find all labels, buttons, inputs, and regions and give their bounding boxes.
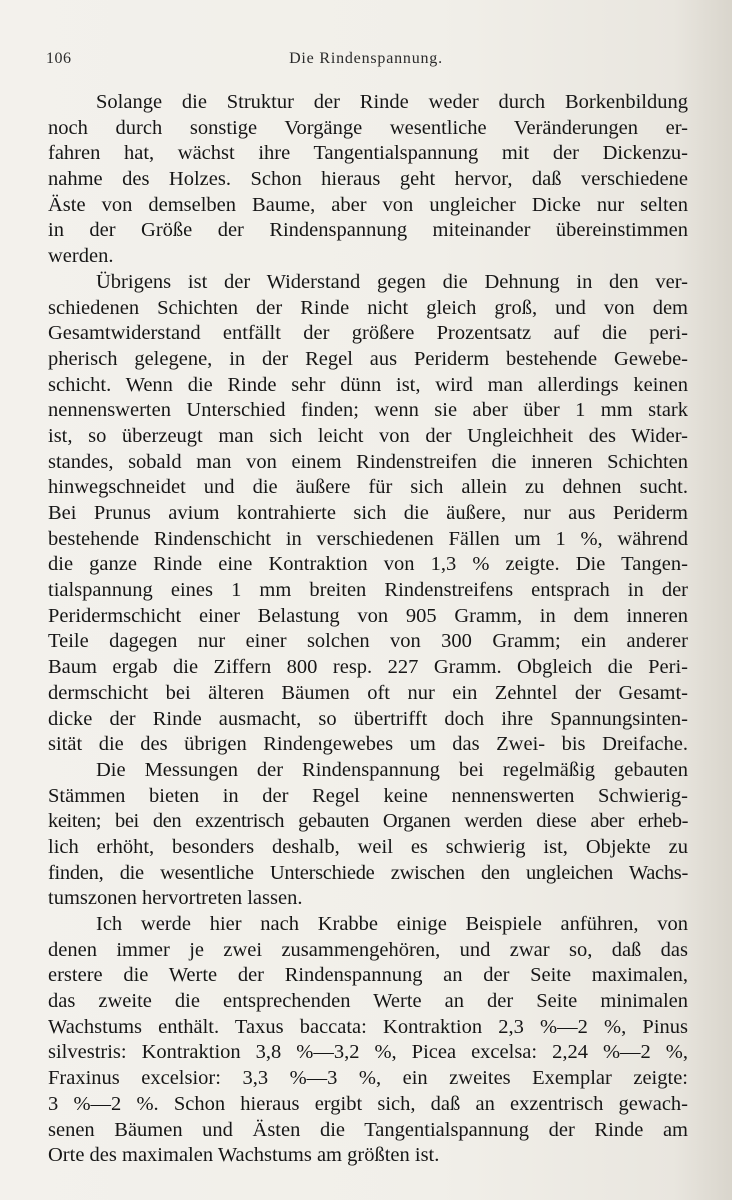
body-text xyxy=(48,90,688,1169)
text-line: Stämmen bieten in der Regel keine nennenswerten Schwierig- xyxy=(48,784,688,807)
text-line: fahren hat, wächst ihre Tangentialspannung mit der Dickenzu- xyxy=(48,142,688,165)
text-line: werden. xyxy=(48,245,114,268)
text-line: pherisch gelegene, in der Regel aus Periderm bestehende Gewebe- xyxy=(48,347,688,370)
text-line: erstere die Werte der Rindenspannung an der Seite maximalen, xyxy=(48,964,688,987)
text-line: Ich werde hier nach Krabbe einige Beispiele anführen, von xyxy=(96,913,688,935)
page-header xyxy=(46,50,686,74)
text-line: Teile dagegen nur einer solchen von 300 Gramm; ein anderer xyxy=(48,630,688,653)
text-line: Bei Prunus avium kontrahierte sich die äußere, nur aus Periderm xyxy=(48,502,688,524)
text-line: nahme des Holzes. Schon hieraus geht hervor, daß verschiedene xyxy=(48,168,688,191)
text-line: nennenswerten Unterschied finden; wenn sie aber über 1 mm stark xyxy=(48,399,688,422)
text-line: Übrigens ist der Widerstand gegen die Dehnung in den ver- xyxy=(96,270,688,293)
text-line: bestehende Rindenschicht in verschiedenen Fällen um 1 %, während xyxy=(48,527,688,550)
text-line: hinwegschneidet und die äußere für sich allein zu dehnen sucht. xyxy=(48,476,688,499)
text-line: Die Messungen der Rindenspannung bei regelmäßig gebauten xyxy=(96,758,688,781)
text-line: 3 %—2 %. Schon hieraus ergibt sich, daß an exzentrisch gewach- xyxy=(48,1092,688,1115)
text-line: schiedenen Schichten der Rinde nicht gleich groß, und von dem xyxy=(48,296,688,319)
text-line: Peridermschicht einer Belastung von 905 Gramm, in dem inneren xyxy=(48,604,688,627)
text-line: finden, die wesentliche Unterschiede zwischen den ungleichen Wachs- xyxy=(48,861,688,884)
running-head: Die Rindenspannung. xyxy=(289,50,443,67)
text-line: noch durch sonstige Vorgänge wesentliche Veränderungen er- xyxy=(48,116,688,139)
text-line: denen immer je zwei zusammengehören, und zwar so, daß das xyxy=(48,938,688,961)
text-line: dermschicht bei älteren Bäumen oft nur ein Zehntel der Gesamt- xyxy=(48,681,688,704)
text-line: standes, sobald man von einem Rindenstreifen die inneren Schichten xyxy=(48,450,688,473)
text-line: Gesamtwiderstand entfällt der größere Prozentsatz auf die peri- xyxy=(48,322,688,345)
text-line: Fraxinus excelsior: 3,3 %—3 %, ein zweites Exemplar zeigte: xyxy=(48,1067,688,1090)
text-line: Solange die Struktur der Rinde weder durch Borkenbildung xyxy=(96,91,688,113)
text-line: senen Bäumen und Ästen die Tangentialspannung der Rinde am xyxy=(48,1118,688,1141)
text-line: lich erhöht, besonders deshalb, weil es schwierig ist, Objekte zu xyxy=(48,835,688,858)
text-line: die ganze Rinde eine Kontraktion von 1,3 % zeigte. Die Tangen- xyxy=(48,553,688,576)
text-line: silvestris: Kontraktion 3,8 %—3,2 %, Picea excelsa: 2,24 %—2 %, xyxy=(48,1041,688,1064)
text-line: dicke der Rinde ausmacht, so übertrifft doch ihre Spannungsinten- xyxy=(48,707,688,730)
text-line: schicht. Wenn die Rinde sehr dünn ist, wird man allerdings keinen xyxy=(48,373,688,396)
text-line: in der Größe der Rindenspannung miteinander übereinstimmen xyxy=(48,219,688,242)
text-line: ist, so überzeugt man sich leicht von der Ungleichheit des Wider- xyxy=(48,424,688,447)
text-line: das zweite die entsprechenden Werte an der Seite minimalen xyxy=(48,990,688,1013)
text-line: tialspannung eines 1 mm breiten Rindenstreifens entsprach in der xyxy=(48,579,688,602)
text-line: Äste von demselben Baume, aber von ungleicher Dicke nur selten xyxy=(48,193,688,216)
text-line: Orte des maximalen Wachstums am größten ist. xyxy=(48,1144,440,1167)
text-line: sität die des übrigen Rindengewebes um das Zwei- bis Dreifache. xyxy=(48,733,688,756)
text-line: Wachstums enthält. Taxus baccata: Kontraktion 2,3 %—2 %, Pinus xyxy=(48,1015,688,1038)
page-number: 106 xyxy=(46,50,72,67)
text-line: Baum ergab die Ziffern 800 resp. 227 Gramm. Obgleich die Peri- xyxy=(48,656,688,679)
text-line: keiten; bei den exzentrisch gebauten Organen werden diese aber erheb- xyxy=(48,810,688,833)
text-line: tumszonen hervortreten lassen. xyxy=(48,887,303,910)
